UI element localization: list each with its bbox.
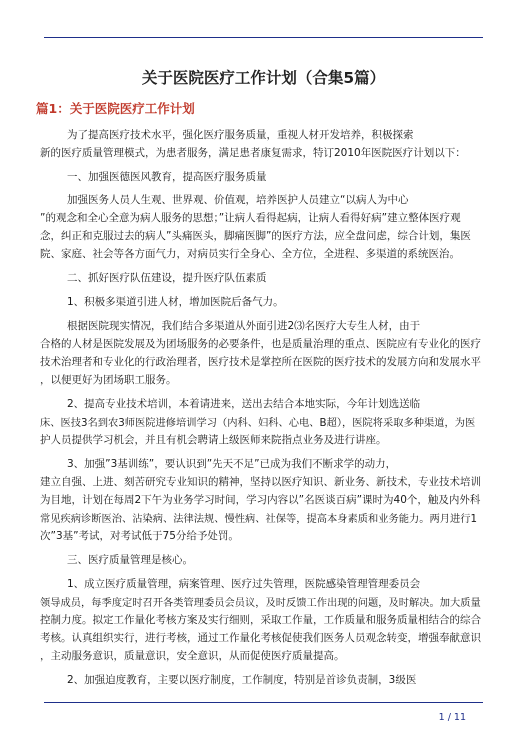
- section-heading: 篇1：关于医院医疗工作计划: [36, 101, 195, 116]
- document-title: 关于医院医疗工作计划（合集5篇）: [141, 69, 386, 87]
- body-line: ”的观念和全心全意为病人服务的思想；”让病人看得起病，让病人看得好病”建立整体医疗观: [40, 212, 461, 224]
- body-line: 1、积极多渠道引进人材，增加医院后备气力。: [67, 296, 284, 308]
- body-line: 1、成立医疗质量管理，病案管理、医疗过失管理，医院感染管理管理委员会: [67, 578, 421, 590]
- body-line: 一、加强医德医风教育，提高医疗服务质量: [67, 171, 267, 183]
- body-line: ，主动服务意识，质量意识，安全意识，从而促使医疗质量提高。: [40, 650, 345, 662]
- footer-rule: [44, 702, 483, 703]
- body-line: 为目地，计划在每周2下午为业务学习时间，学习内容以”名医谈百病”课时为40个，触及内外科: [40, 494, 481, 506]
- body-line: 为了提高医疗技术水平，强化医疗服务质量，重视人材开发培养，积极探索: [67, 129, 414, 141]
- body-line: 控制力度。拟定工作量化考核方案及实行细则，采取工作量，工作质量和服务质量相结合的综合: [40, 614, 481, 626]
- body-line: 院、家庭、社会等各方面气力，对病员实行全身心、全方位，全进程、多渠道的系统医治。: [40, 248, 460, 260]
- body-line: ，以便更好为团场职工服务。: [40, 374, 177, 386]
- body-line: 领导成员，每季度定时召开各类管理委员会员议，及时反馈工作出现的问题，及时解决。加大质量: [40, 597, 481, 609]
- body-line: 3、加强”3基训练”，要认识到”先天不足”已成为我们不断求学的动力，: [67, 458, 397, 470]
- body-line: 2、加强迫度教育，主要以医疗制度，工作制度，特别是首诊负责制，3级医: [67, 674, 417, 686]
- body-line: 建立自强、上进、刻苦研究专业知识的精神，坚持以医疗知识、新业务、新技术，专业技术培训: [40, 476, 481, 488]
- body-line: 技术治理者和专业化的行政治理者，医疗技术是掌控所在医院的医疗技术的发展方向和发展水平: [40, 356, 481, 368]
- body-line: 加强医务人员人生观、世界观、价值观，培养医护人员建立“以病人为中心: [67, 194, 409, 206]
- header-rule: [44, 37, 483, 38]
- body-line: 新的医疗质量管理模式，为患者服务，满足患者康复需求，特订2010年医院医疗计划以下：: [40, 147, 466, 159]
- body-line: 次”3基”考试，对考试低于75分给予处罚。: [40, 530, 239, 542]
- body-line: 根据医院现实情况，我们结合多渠道从外面引进2⑶名医疗大专生人材，由于: [67, 320, 421, 332]
- body-line: 合格的人材是医院发展及为团场服务的必要条件，也是质量治理的重点、医院应有专业化的医疗: [40, 338, 481, 350]
- body-line: 三、医疗质量管理是核心。: [67, 554, 193, 566]
- body-line: 二、抓好医疗队伍建设，提升医疗队伍素质: [67, 272, 267, 284]
- body-line: 考核。认真组织实行，进行考核，通过工作量化考核促使我们医务人员观念转变，增强奉献意识: [40, 632, 481, 644]
- body-line: 床、医技3名到农3师医院进修培训学习（内科、妇科、心电、B超），医院将采取多种渠道，为医: [40, 417, 476, 429]
- body-line: 常见疾病诊断医治、沾染病、法律法规、慢性病、社保等，提高本身素质和业务能力。两月进行1: [40, 513, 478, 525]
- body-line: 2、提高专业技术培训，本着请进来，送出去结合本地实际，今年计划选送临: [67, 398, 421, 410]
- body-line: 护人员提供学习机会，并且有机会聘请上级医师来院指点业务及进行讲座。: [40, 434, 387, 446]
- page-indicator: 1 / 11: [438, 712, 466, 723]
- body-line: 念，纠正和克服过去的病人”头痛医头，脚痛医脚”的医疗方法，应全盘问虑，综合计划，集医: [40, 230, 471, 242]
